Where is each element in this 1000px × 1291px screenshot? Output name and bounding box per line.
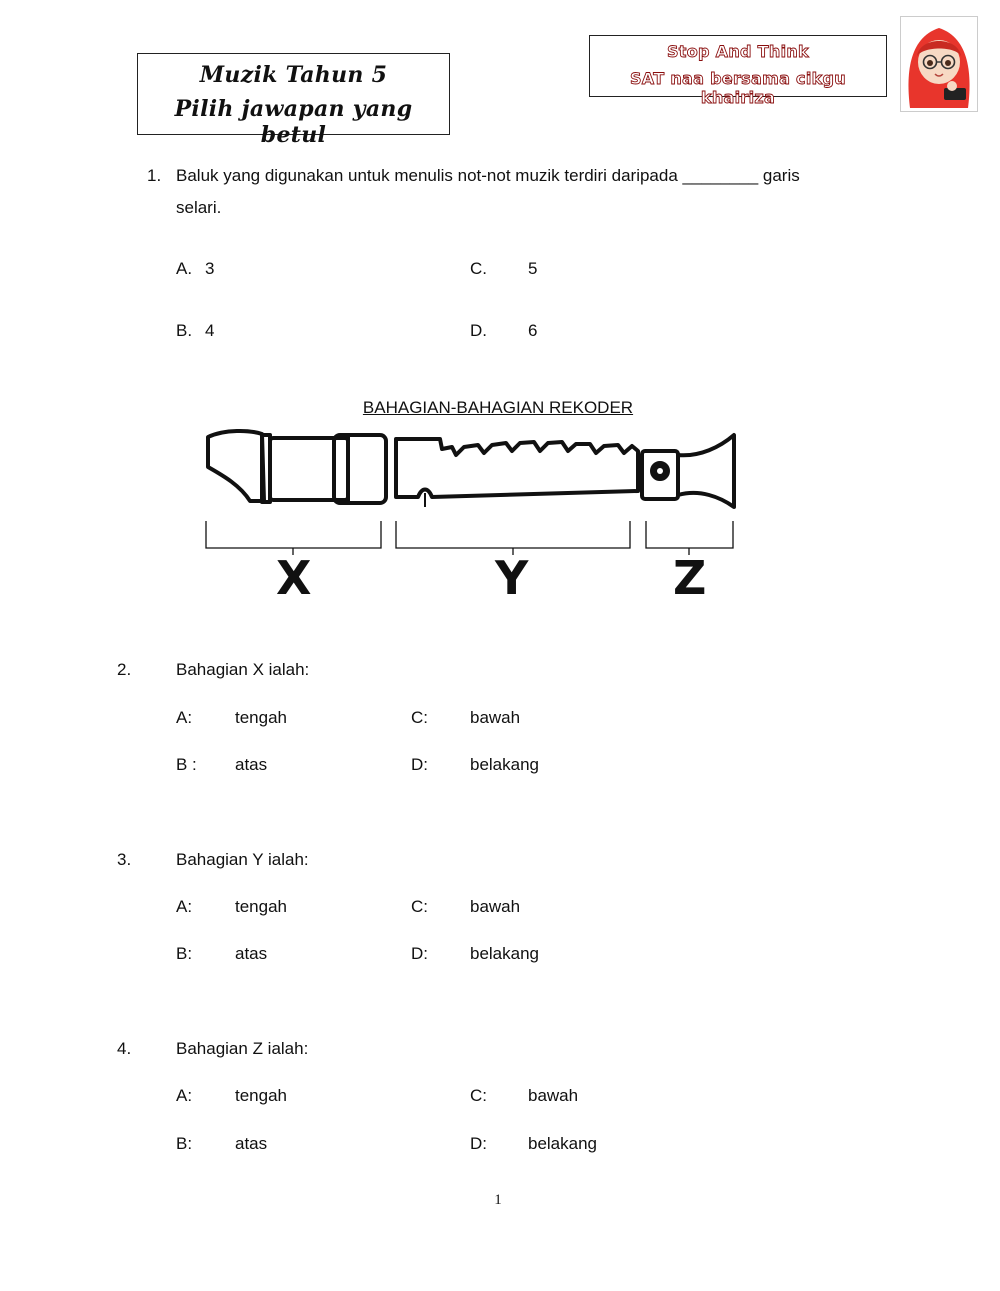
q2-option-d-key: D: (411, 755, 428, 774)
question-1-text-line-1: Baluk yang digunakan untuk menulis not-not muzik terdiri daripada ________ garis (176, 166, 800, 185)
q1-option-b-text[interactable]: 4 (205, 321, 215, 340)
title-line-1: Muzik Tahun 5 (199, 62, 388, 88)
q3-option-d-key: D: (411, 944, 428, 963)
q4-option-b-text[interactable]: atas (235, 1134, 268, 1153)
q4-option-d-text[interactable]: belakang (528, 1134, 598, 1153)
q4-option-b-key: B: (176, 1134, 193, 1153)
q1-option-c-key: C. (470, 259, 487, 278)
q4-option-d-key: D: (470, 1134, 487, 1153)
q1-option-d-text[interactable]: 6 (528, 321, 538, 340)
recorder-head-shape (208, 431, 264, 501)
question-1-number: 1. (147, 166, 162, 185)
q4-option-c-key: C: (470, 1086, 487, 1105)
page-number: 1 (494, 1192, 502, 1208)
question-4-number: 4. (117, 1039, 132, 1058)
question-3-text: Bahagian Y ialah: (176, 850, 309, 869)
sat-banner (589, 35, 887, 107)
part-brackets (200, 515, 745, 555)
q1-option-a-key: A. (176, 259, 193, 278)
label-y: Y (495, 551, 529, 605)
question-2-number: 2. (117, 660, 132, 679)
q4-option-a-text[interactable]: tengah (235, 1086, 287, 1105)
q3-option-c-key: C: (411, 897, 428, 916)
bracket-y (396, 521, 630, 548)
q2-option-c-key: C: (411, 708, 428, 727)
label-z: Z (673, 551, 707, 605)
q1-option-c-text[interactable]: 5 (528, 259, 538, 278)
question-2-text: Bahagian X ialah: (176, 660, 310, 679)
q1-option-b-key: B. (176, 321, 193, 340)
q3-option-a-key: A: (176, 897, 193, 916)
question-1-text-line-2: selari. (176, 198, 222, 217)
label-x: X (276, 551, 312, 605)
q3-option-b-key: B: (176, 944, 193, 963)
q3-option-c-text[interactable]: bawah (470, 897, 521, 916)
recorder-diagram (200, 425, 745, 515)
q1-option-a-text[interactable]: 3 (205, 259, 215, 278)
q2-option-c-text[interactable]: bawah (470, 708, 521, 727)
q1-option-d-key: D. (470, 321, 487, 340)
q2-option-a-key: A: (176, 708, 193, 727)
q3-option-d-text[interactable]: belakang (470, 944, 540, 963)
bracket-z (646, 521, 733, 548)
question-3-number: 3. (117, 850, 132, 869)
question-4-text: Bahagian Z ialah: (176, 1039, 309, 1058)
teacher-avatar-illustration (900, 16, 978, 112)
title-line-2: Pilih jawapan yang betul (174, 96, 413, 148)
q3-option-b-text[interactable]: atas (235, 944, 268, 963)
q3-option-a-text[interactable]: tengah (235, 897, 287, 916)
sat-banner-line-2: SAT naa bersama cikgu khairiza (629, 69, 846, 107)
q2-option-d-text[interactable]: belakang (470, 755, 540, 774)
q2-option-b-key: B : (176, 755, 197, 774)
q4-option-a-key: A: (176, 1086, 193, 1105)
bracket-x (206, 521, 381, 548)
q2-option-b-text[interactable]: atas (235, 755, 268, 774)
diagram-title: BAHAGIAN-BAHAGIAN REKODER (362, 398, 634, 417)
q4-option-c-text[interactable]: bawah (528, 1086, 579, 1105)
sat-banner-line-1: Stop And Think (666, 42, 809, 61)
title-box (137, 53, 450, 148)
q2-option-a-text[interactable]: tengah (235, 708, 287, 727)
